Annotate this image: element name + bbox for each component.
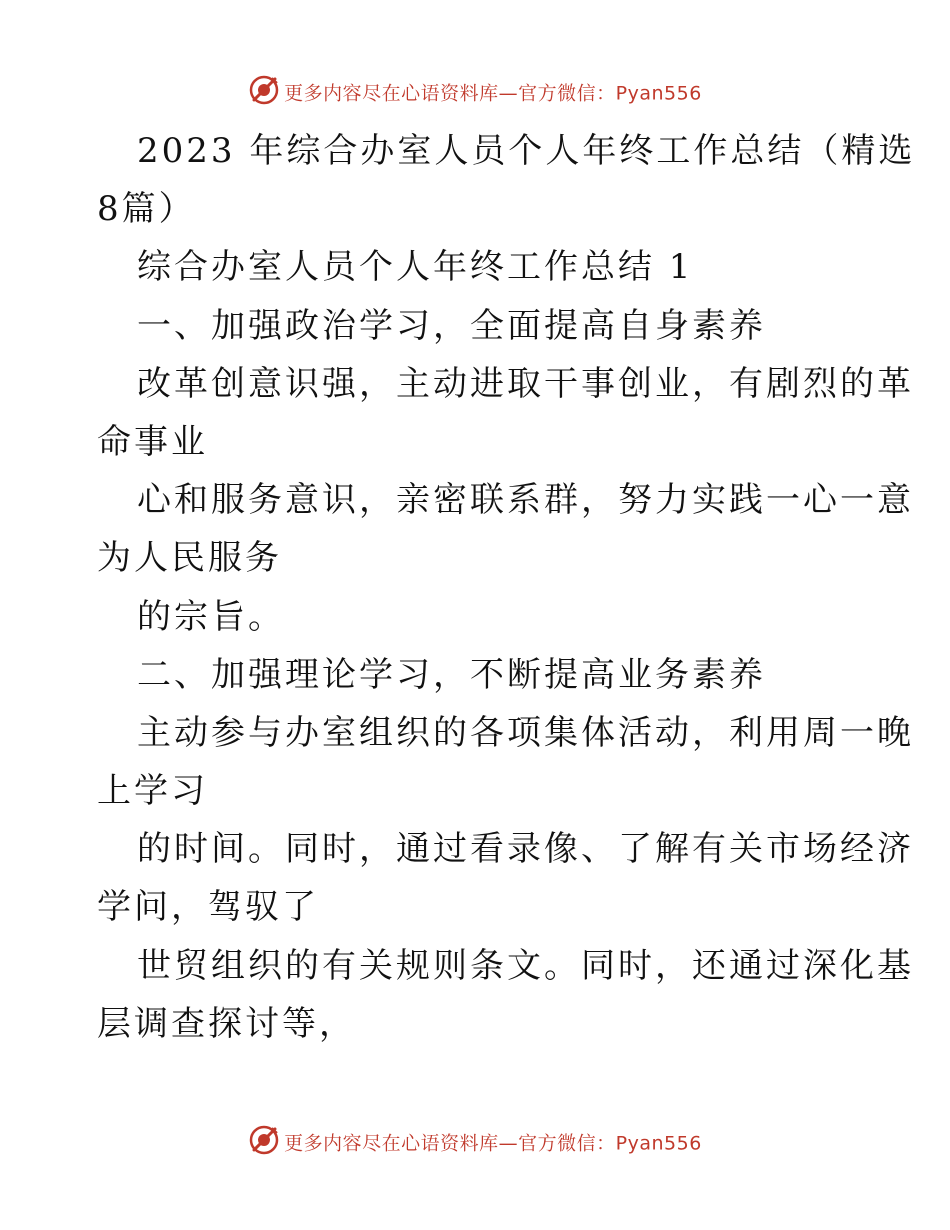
paragraph-line: 为人民服务 <box>97 538 282 579</box>
footer-banner-text: 更多内容尽在心语资料库—官方微信：Pyan556 <box>284 1132 702 1155</box>
header-banner <box>0 76 950 108</box>
paragraph-line: 层调查探讨等， <box>97 1003 356 1044</box>
paragraph-line: 学问，驾驭了 <box>97 887 319 928</box>
footer-banner <box>0 1126 950 1158</box>
paragraph-line: 的时间。同时，通过看录像、了解有关市场经济 <box>137 829 914 870</box>
paragraph-line: 改革创意识强，主动进取干事创业，有剧烈的革 <box>137 363 914 404</box>
document-body <box>97 122 916 1053</box>
subheading-1: 一、加强政治学习，全面提高自身素养 <box>137 305 766 346</box>
paragraph-line: 主动参与办室组织的各项集体活动，利用周一晚 <box>137 712 914 753</box>
section-heading: 综合办室人员个人年终工作总结 1 <box>137 247 694 288</box>
paragraph-line: 世贸组织的有关规则条文。同时，还通过深化基 <box>137 945 914 986</box>
doc-title-line-1: 2023 年综合办室人员个人年终工作总结（精选 <box>137 131 916 171</box>
brand-logo-icon <box>248 1124 280 1156</box>
header-banner-text: 更多内容尽在心语资料库—官方微信：Pyan556 <box>284 82 702 105</box>
paragraph-line: 的宗旨。 <box>137 596 285 637</box>
doc-title-line-2: 8篇） <box>97 189 196 230</box>
subheading-2: 二、加强理论学习，不断提高业务素养 <box>137 654 766 695</box>
brand-logo-icon <box>248 74 280 106</box>
paragraph-line: 心和服务意识，亲密联系群，努力实践一心一意 <box>137 480 914 521</box>
paragraph-line: 命事业 <box>97 421 208 462</box>
paragraph-line: 上学习 <box>97 771 208 812</box>
